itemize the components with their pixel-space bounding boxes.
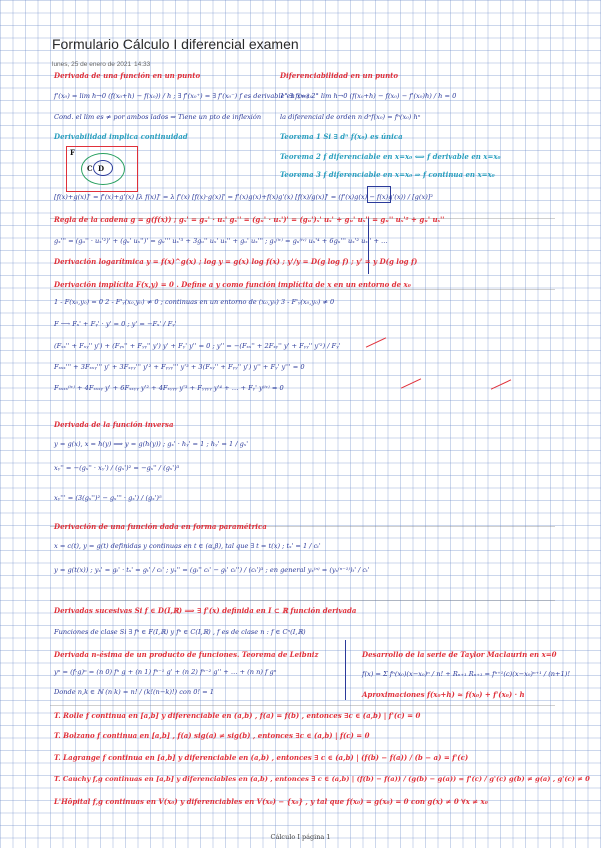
diferenciabilidad-def: 1° ∃ f(x₀) 2° lim h→0 (f(x₀+h) − f(x₀) − f'(x₀)h) / h = 0 [280,92,457,100]
teorema-3: Teorema 3 f diferenciable en x=x₀ ⇒ f continua en x=x₀ [280,170,495,179]
strike-mark [491,379,511,389]
diferenciabilidad-heading: Diferenciabilidad en un punto [280,71,399,80]
regla-cadena-2: gₓ''' = (gᵤ'' · uₓ'²)' + (gᵤ' uₓ'')' = gᵤ''' uₓ'³ + 3gᵤ'' uₓ' uₓ'' + gᵤ' uₓ''' ; gₓ⁽ⁱᵛ⁾ = gᵤ⁽ⁱᵛ⁾ uₓ'⁴ + 6gᵤ''' uₓ'² uₓ'' + … [54,237,388,245]
funcion-inversa-2: xᵧ'' = −(gₓ'' · xᵧ') / (gₓ')² = −gₓ'' / (gₓ')³ [54,464,180,472]
taylor-heading: Desarrollo de la serie de Taylor Maclaurin en x=0 [362,650,557,659]
taylor: f(x) = Σ fⁿ(x₀)(x−x₀)ⁿ / n! + Rₙ₊₁ Rₙ₊₁ = fⁿ⁺¹(c)(x−x₀)ⁿ⁺¹ / (n+1)! [362,670,570,678]
section-vbar [345,640,346,700]
leibniz: yⁿ = (f·g)ⁿ = (n 0) fⁿ g + (n 1) fⁿ⁻¹ g' + (n 2) fⁿ⁻² g'' + … + (n n) f gⁿ [54,668,277,676]
t-lagrange: T. Lagrange f continua en [a,b] y diferenciable en (a,b) , entonces ∃ c ∈ (a,b) | (f(b) − f(a)) / (b − a) = f'(c) [54,753,469,762]
t-cauchy: T. Cauchy f,g continuas en [a,b] y diferenciables en (a,b) , entonces ∃ c ∈ (a,b) | (f(b) − f(a)) / (g(b) − g(a)) = f'(c) / g'(c) g(b) ≠ g(a) , g'(c) ≠ 0 [54,775,590,783]
page-date: lunes, 25 de enero de 2021 [52,61,132,68]
diferencial: la diferencial de orden n dⁿf(x₀) = fⁿ(x₀) hⁿ [280,113,421,121]
section-divider [50,705,555,706]
funcion-inversa-heading: Derivada de la función inversa [54,420,174,429]
parametrica-2: y = g(t(x)) ; yₓ' = gₜ' · tₓ' = gₜ' / cₜ' ; yₓ'' = (gₜ'' cₜ' − gₜ' cₜ'') / (cₜ')³ ; en general yₓ⁽ⁿ⁾ = (yₓ⁽ⁿ⁻¹⁾)ₜ' / cₜ' [54,566,370,574]
diagram-outer-label: F [70,148,75,157]
funcion-inversa-1: y = g(x), x = h(y) ⟹ y = g(h(y)) ; gₓ' · hᵧ' = 1 ; hᵧ' = 1 / gₓ' [54,440,249,448]
implicita-4: Fₓₓₓₓ⁽ⁱᵛ⁾ + 4Fₓₓₓᵧ y' + 6Fₓₓᵧᵧ y'² + 4Fₓᵧᵧᵧ y'³ + Fᵧᵧᵧᵧ y'⁴ + … + Fᵧ' y⁽ⁱᵛ⁾ = 0 [54,384,284,392]
implicita-1: F ⟶ Fₓ' + Fᵧ' · y' = 0 ; y' = −Fₓ' / Fᵧ' [54,320,177,328]
section-divider [50,289,555,290]
funcion-inversa-3: xᵧ''' = (3(gₓ'')² − gₓ''' · gₓ') / (gₓ')⁵ [54,494,162,502]
teorema-1: Teorema 1 Si ∃ dⁿ f(x₀) es única [280,132,403,141]
derivada-punto-def: f'(x₀) = lim h→0 (f(x₀+h) − f(x₀)) / h ; ∃ f'(x₀⁺) = ∃ f'(x₀⁻) f es derivable en x=x₀ [54,92,313,100]
derivada-punto-heading: Derivada de una función en un punto [54,71,201,80]
t-rolle: T. Rolle f continua en [a,b] y diferenciable en (a,b) , f(a) = f(b) , entonces ∃c ∈ (a,b) | f'(c) = 0 [54,711,421,720]
implicita-cond: 1 - F(x₀,y₀) = 0 2 - F'ᵧ(x₀,y₀) ≠ 0 ; continuas en un entorno de (x₀,y₀) 3 - F'ᵧ(x₀,y₀) ≠ 0 [54,298,335,306]
leibniz-binomial: Donde n,k ∈ ℕ (n k) = n! / (k!(n−k)!) con 0! = 1 [54,688,214,696]
diagram-middle-label: C [87,164,93,173]
page-title: Formulario Cálculo I diferencial examen [52,36,299,52]
leibniz-heading: Derivada n-ésima de un producto de funciones. Teorema de Leibniz [54,650,319,659]
page-time: 14:33 [134,61,151,68]
parametrica-heading: Derivación de una función dada en forma paramétrica [54,522,267,531]
strike-mark [366,337,386,347]
cond-lim: Cond. el lim es ≠ por ambos lados ⇒ Tiene un pto de inflexión [54,113,262,121]
section-divider [50,600,555,601]
l-hopital: L'Hôpital f,g continuas en V(x₀) y diferenciables en V(x₀) − {x₀} , y tal que f(x₀) = g(x₀) = 0 con g(x) ≠ 0 ∀x ≠ x₀ [54,797,488,806]
sets-diagram [66,146,138,192]
derivacion-implicita: Derivación implícita F(x,y) = 0 . Define a y como función implícita de x en un entorno de x₀ [54,280,411,289]
implicita-3: Fₓₓₓ''' + 3Fₓₓᵧ''' y' + 3Fₓᵧᵧ''' y'² + Fᵧᵧᵧ''' y'³ + 3(Fₓᵧ'' + Fᵧᵧ'' y') y'' + Fᵧ' y''' = 0 [54,363,305,371]
implicita-2: (Fₓₓ'' + Fₓᵧ'' y') + (Fᵧₓ'' + Fᵧᵧ'' y') y' + Fᵧ' y'' = 0 ; y'' = −(Fₓₓ'' + 2Fₓᵧ'' y' + Fᵧᵧ'' y'²) / Fᵧ' [54,342,341,350]
t-bolzano: T. Bolzano f continua en [a,b] , f(a) sig(a) ≠ sig(b) , entonces ∃c ∈ (a,b) | f(c) = 0 [54,731,370,740]
aproximaciones: Aproximaciones f(x₀+h) ≈ f(x₀) + f'(x₀) · h [362,690,525,699]
funciones-clase: Funciones de clase Si ∃ fⁿ ∈ F(I,ℝ) y fⁿ ∈ C(I,ℝ) , f es de clase n : f ∈ Cⁿ(I,ℝ) [54,628,306,636]
implicita-continuidad-heading: Derivabilidad implica continuidad [54,132,188,141]
reglas-derivacion: [f(x)+g(x)]' = f'(x)+g'(x) [λ f(x)]' = λ f'(x) [f(x)·g(x)]' = f'(x)g(x)+f(x)g'(x) [f(x)/g(x)]' = (f'(x)g(x) − f(x)g'(x)) / [g(x)]² [54,193,433,201]
derivacion-logaritmica: Derivación logarítmica y = f(x)^g(x) ; log y = g(x) log f(x) ; y'/y = D(g log f) ; y' = y D(g log f) [54,257,418,266]
page-footer: Cálculo I página 1 [270,833,331,841]
diagram-inner-label: D [98,164,105,173]
teorema-2: Teorema 2 f diferenciable en x=x₀ ⟺ f derivable en x=x₀ [280,152,501,161]
strike-mark [401,378,421,388]
parametrica-1: x = c(t), y = g(t) definidas y continuas en t ∈ (α,β), tal que ∃ t = t(x) ; tₓ' = 1 / cₜ' [54,542,321,550]
regla-cadena: Regla de la cadena g = g(f(x)) ; gₓ' = gᵤ' · uₓ' gₓ'' = (gᵤ' · uₓ')' = (gᵤ')ₓ' uₓ' + gᵤ' uₓ'' = gᵤ'' uₓ'² + gᵤ' uₓ'' [54,215,445,224]
sucesivas-heading: Derivadas sucesivas Si f ∈ D(I,ℝ) ⟹ ∃ f'(x) definida en I ⊂ ℝ función derivada [54,606,357,615]
